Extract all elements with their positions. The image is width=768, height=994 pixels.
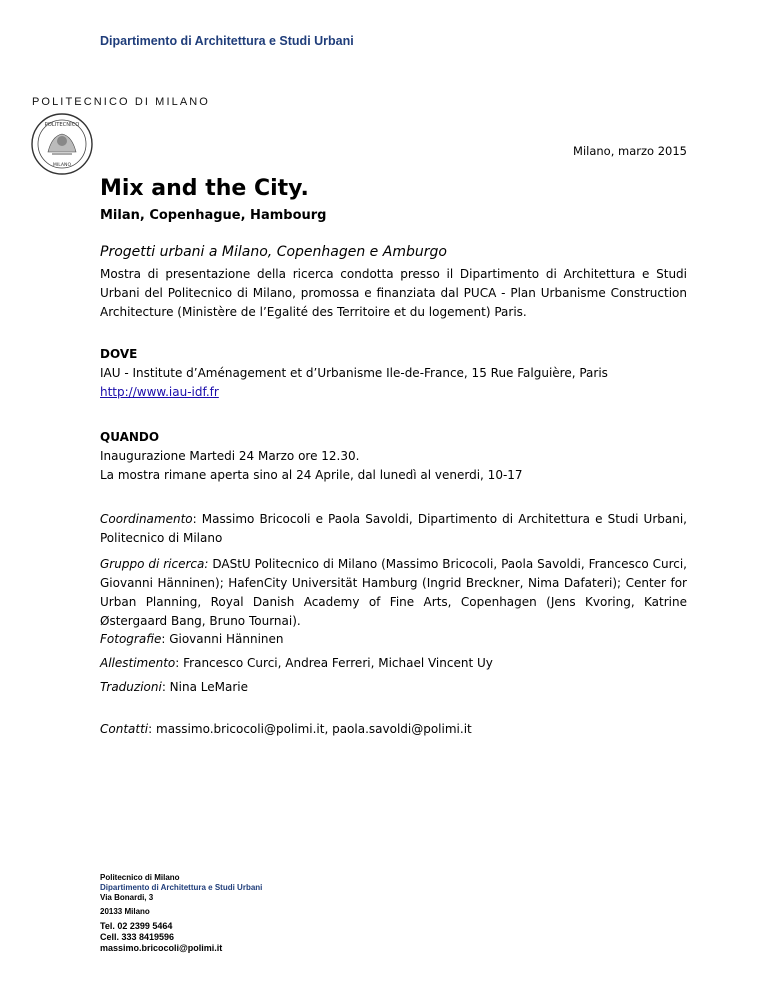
fotografie-text: : Giovanni Hänninen xyxy=(161,632,284,646)
coordinamento-label: Coordinamento xyxy=(100,512,193,526)
quando-label: QUANDO xyxy=(100,430,160,444)
iau-link[interactable]: http://www.iau-idf.fr xyxy=(100,385,219,399)
footer-address xyxy=(100,873,262,954)
footer-tel: Tel. 02 2399 5464 xyxy=(100,921,173,931)
traduzioni-line xyxy=(100,678,687,697)
politecnico-seal-icon xyxy=(30,112,94,176)
dove-address: IAU - Institute d’Aménagement et d’Urbanisme Ile-de-France, 15 Rue Falguière, Paris xyxy=(100,366,608,380)
contatti-text: : massimo.bricocoli@polimi.it, paola.savoldi@polimi.it xyxy=(148,722,472,736)
gruppo-label: Gruppo di ricerca: xyxy=(100,557,209,571)
footer-city: 20133 Milano xyxy=(100,907,150,916)
dove-label: DOVE xyxy=(100,347,138,361)
seal-bottom-text: MILANO xyxy=(52,163,72,168)
logo-wordmark: POLITECNICO DI MILANO xyxy=(32,96,210,108)
department-header: Dipartimento di Architettura e Studi Urbani xyxy=(100,34,354,48)
contatti-line xyxy=(100,720,687,739)
gruppo-paragraph xyxy=(100,555,687,631)
intro-paragraph: Mostra di presentazione della ricerca condotta presso il Dipartimento di Architettura e Studi Urbani del Politecnico di Milano, promossa e finanziata dal PUCA - Plan Urbanisme Construction Architecture (Ministère de l’Egalité des Territoire et du logement) Paris. xyxy=(100,267,687,319)
quando-line-2: La mostra rimane aperta sino al 24 Aprile, dal lunedì al venerdi, 10-17 xyxy=(100,468,523,482)
traduzioni-label: Traduzioni xyxy=(100,680,162,694)
footer-institution: Politecnico di Milano xyxy=(100,873,180,882)
fotografie-label: Fotografie xyxy=(100,632,162,646)
contatti-label: Contatti xyxy=(100,722,149,736)
coordinamento-text: : Massimo Bricocoli e Paola Savoldi, Dipartimento di Architettura e Studi Urbani, Politecnico di Milano xyxy=(100,512,687,545)
quando-section xyxy=(100,428,687,485)
project-heading: Progetti urbani a Milano, Copenhagen e Amburgo xyxy=(100,244,447,260)
allestimento-label: Allestimento xyxy=(100,656,176,670)
footer-cell: Cell. 333 8419596 xyxy=(100,932,175,942)
document-title: Mix and the City. xyxy=(100,176,309,201)
dove-section xyxy=(100,345,687,402)
document-subtitle: Milan, Copenhague, Hambourg xyxy=(100,208,327,223)
traduzioni-text: : Nina LeMarie xyxy=(161,680,248,694)
footer-department: Dipartimento di Architettura e Studi Urbani xyxy=(100,883,263,892)
seal-top-text: POLITECNICO xyxy=(44,122,80,128)
footer-email: massimo.bricocoli@polimi.it xyxy=(100,943,223,953)
document-date: Milano, marzo 2015 xyxy=(573,144,687,158)
footer-street: Via Bonardi, 3 xyxy=(100,893,154,902)
gruppo-text: DAStU Politecnico di Milano (Massimo Bricocoli, Paola Savoldi, Francesco Curci, Giovanni Hänninen); HafenCity Universität Hamburg (Ingrid Breckner, Nima Dafateri); Center for Urban Planning, Royal Danish Academy of Fine Arts, Copenhagen (Jens Kvoring, Katrine Østergaard Bang, Bruno Tournai). xyxy=(100,557,687,628)
allestimento-text: : Francesco Curci, Andrea Ferreri, Michael Vincent Uy xyxy=(175,656,493,670)
fotografie-line xyxy=(100,630,687,649)
allestimento-line xyxy=(100,654,687,673)
coordinamento-paragraph xyxy=(100,510,687,548)
quando-line-1: Inaugurazione Martedi 24 Marzo ore 12.30. xyxy=(100,449,360,463)
